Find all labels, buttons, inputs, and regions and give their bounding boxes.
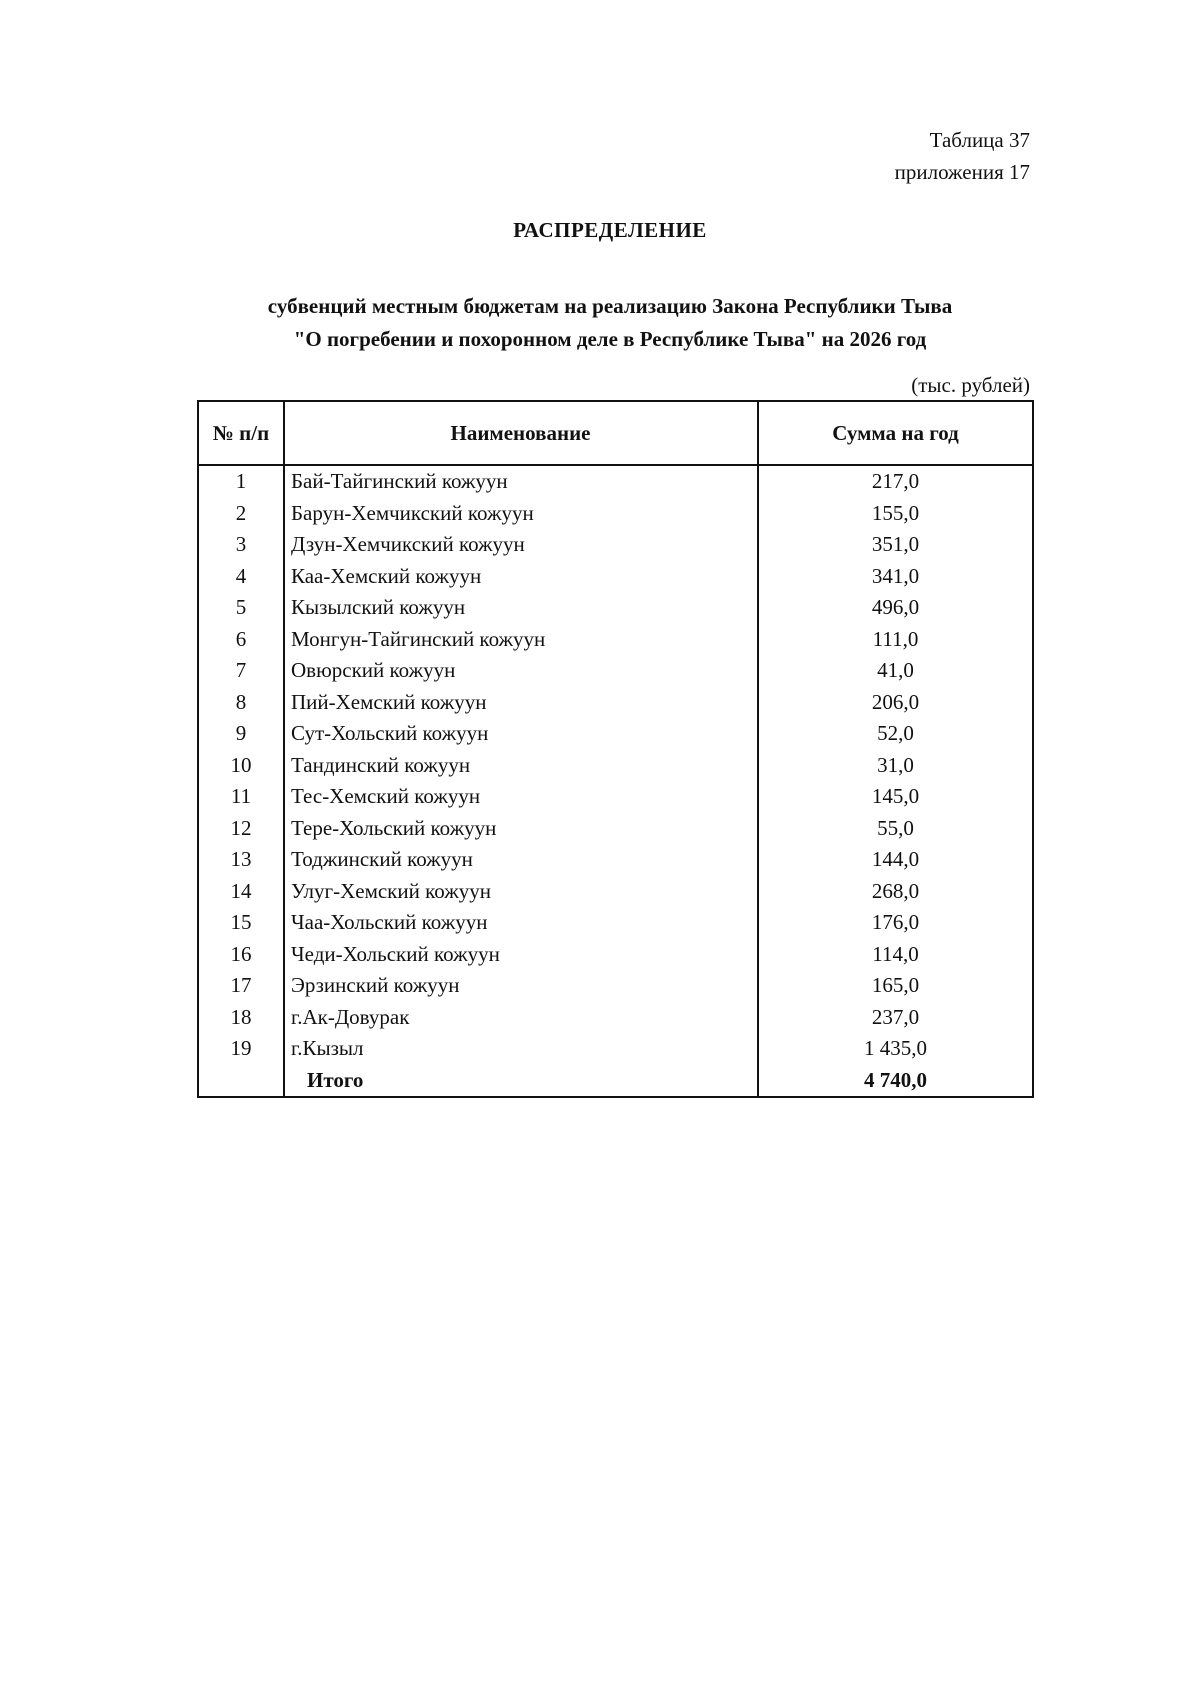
row-number: 5 (198, 592, 284, 624)
distribution-table (197, 400, 1034, 1098)
row-sum: 111,0 (758, 624, 1033, 656)
row-name: г.Кызыл (284, 1033, 758, 1065)
row-number: 3 (198, 529, 284, 561)
table-row (198, 844, 1033, 876)
row-sum: 31,0 (758, 750, 1033, 782)
row-sum: 206,0 (758, 687, 1033, 719)
table-row (198, 465, 1033, 498)
column-header-name: Наименование (284, 401, 758, 465)
row-name: Овюрский кожуун (284, 655, 758, 687)
document-subtitle (0, 290, 1200, 356)
row-number: 12 (198, 813, 284, 845)
column-header-number: № п/п (198, 401, 284, 465)
row-number: 2 (198, 498, 284, 530)
row-name: Пий-Хемский кожуун (284, 687, 758, 719)
row-sum: 114,0 (758, 939, 1033, 971)
row-name: Дзун-Хемчикский кожуун (284, 529, 758, 561)
total-label: Итого (284, 1065, 758, 1098)
table-row (198, 1002, 1033, 1034)
row-number: 10 (198, 750, 284, 782)
row-name: Тоджинский кожуун (284, 844, 758, 876)
document-title: РАСПРЕДЕЛЕНИЕ (513, 218, 707, 242)
table-body (198, 465, 1033, 1097)
row-sum: 155,0 (758, 498, 1033, 530)
row-sum: 41,0 (758, 655, 1033, 687)
table-number: Таблица 37 (929, 128, 1030, 152)
table-row (198, 750, 1033, 782)
row-number: 13 (198, 844, 284, 876)
table-row (198, 907, 1033, 939)
row-number: 15 (198, 907, 284, 939)
row-number: 11 (198, 781, 284, 813)
row-number: 18 (198, 1002, 284, 1034)
row-sum: 496,0 (758, 592, 1033, 624)
table-row (198, 813, 1033, 845)
total-number-cell (198, 1065, 284, 1098)
row-name: Тес-Хемский кожуун (284, 781, 758, 813)
row-number: 19 (198, 1033, 284, 1065)
column-header-sum: Сумма на год (758, 401, 1033, 465)
subtitle-line-1: субвенций местным бюджетам на реализацию Закона Республики Тыва (267, 294, 953, 318)
row-name: Бай-Тайгинский кожуун (284, 465, 758, 498)
row-sum: 52,0 (758, 718, 1033, 750)
row-number: 9 (198, 718, 284, 750)
table-row (198, 1033, 1033, 1065)
table-row (198, 498, 1033, 530)
table-row (198, 529, 1033, 561)
row-sum: 237,0 (758, 1002, 1033, 1034)
row-name: Тандинский кожуун (284, 750, 758, 782)
row-name: Чеди-Хольский кожуун (284, 939, 758, 971)
row-sum: 1 435,0 (758, 1033, 1033, 1065)
row-name: Чаа-Хольский кожуун (284, 907, 758, 939)
table-row (198, 655, 1033, 687)
table-row (198, 592, 1033, 624)
row-sum: 268,0 (758, 876, 1033, 908)
table-row (198, 939, 1033, 971)
row-sum: 144,0 (758, 844, 1033, 876)
row-sum: 341,0 (758, 561, 1033, 593)
row-name: г.Ак-Довурак (284, 1002, 758, 1034)
table-row (198, 781, 1033, 813)
table-row (198, 624, 1033, 656)
appendix-number: приложения 17 (894, 160, 1030, 184)
row-number: 17 (198, 970, 284, 1002)
row-name: Барун-Хемчикский кожуун (284, 498, 758, 530)
row-number: 14 (198, 876, 284, 908)
row-number: 4 (198, 561, 284, 593)
table-row (198, 718, 1033, 750)
row-number: 6 (198, 624, 284, 656)
row-sum: 217,0 (758, 465, 1033, 498)
row-sum: 165,0 (758, 970, 1033, 1002)
table-row (198, 561, 1033, 593)
row-number: 8 (198, 687, 284, 719)
row-sum: 55,0 (758, 813, 1033, 845)
table-reference (895, 124, 1030, 188)
row-name: Улуг-Хемский кожуун (284, 876, 758, 908)
subtitle-line-2: "О погребении и похоронном деле в Республике Тыва" на 2026 год (293, 327, 927, 351)
row-name: Каа-Хемский кожуун (284, 561, 758, 593)
table-row (198, 687, 1033, 719)
table-header-row (198, 401, 1033, 465)
row-sum: 145,0 (758, 781, 1033, 813)
total-row (198, 1065, 1033, 1098)
table-row (198, 970, 1033, 1002)
row-name: Кызылский кожуун (284, 592, 758, 624)
row-number: 16 (198, 939, 284, 971)
row-name: Сут-Хольский кожуун (284, 718, 758, 750)
units-note: (тыс. рублей) (911, 373, 1030, 397)
row-number: 7 (198, 655, 284, 687)
row-name: Эрзинский кожуун (284, 970, 758, 1002)
total-sum: 4 740,0 (758, 1065, 1033, 1098)
row-number: 1 (198, 465, 284, 498)
row-name: Тере-Хольский кожуун (284, 813, 758, 845)
row-sum: 176,0 (758, 907, 1033, 939)
table-row (198, 876, 1033, 908)
row-sum: 351,0 (758, 529, 1033, 561)
row-name: Монгун-Тайгинский кожуун (284, 624, 758, 656)
